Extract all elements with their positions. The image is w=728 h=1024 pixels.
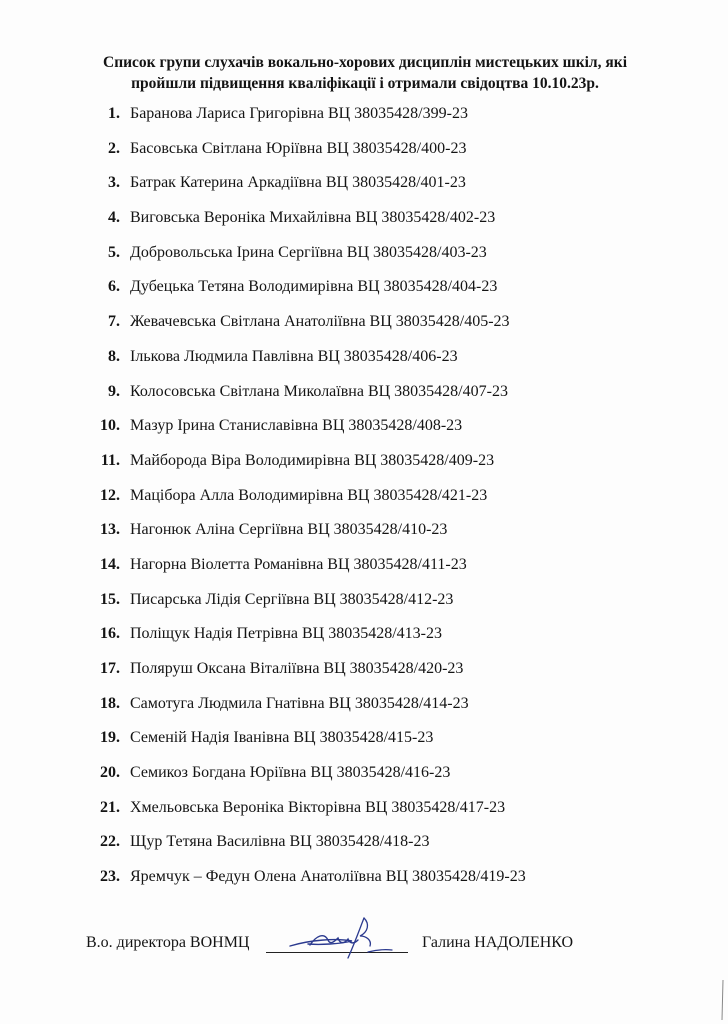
signature-block: [86, 928, 646, 968]
item-number: 22.: [100, 833, 120, 851]
signatory-name: Галина НАДОЛЕНКО: [422, 934, 574, 951]
item-number: 8.: [108, 347, 120, 365]
list-item: [0, 451, 728, 486]
item-text: Мацібора Алла Володимирівна ВЦ 38035428/421-23: [130, 486, 488, 504]
item-number: 12.: [100, 486, 120, 504]
item-text: Басовська Світлана Юріївна ВЦ 38035428/400-23: [130, 139, 467, 157]
handwritten-signature-icon: [280, 914, 400, 964]
item-text: Щур Тетяна Василівна ВЦ 38035428/418-23: [130, 833, 430, 851]
item-text: Ількова Людмила Павлівна ВЦ 38035428/406-23: [130, 347, 458, 365]
item-number: 21.: [100, 798, 120, 816]
list-item: [0, 728, 728, 763]
list-item: [0, 139, 728, 174]
list-item: [0, 555, 728, 590]
list-item: [0, 763, 728, 798]
item-text: Батрак Катерина Аркадіївна ВЦ 38035428/401-23: [130, 174, 466, 192]
item-number: 11.: [100, 451, 120, 469]
item-number: 17.: [100, 660, 120, 677]
title-line-2: пройшли підвищення кваліфікації і отримали свідоцтва 10.10.23р.: [131, 75, 599, 92]
item-text: Семикоз Богдана Юріївна ВЦ 38035428/416-23: [130, 764, 451, 782]
item-number: 10.: [100, 417, 120, 435]
item-text: Яремчук – Федун Олена Анатоліївна ВЦ 38035428/419-23: [130, 868, 526, 886]
title-line-1: Список групи слухачів вокально-хорових дисциплін мистецьких шкіл, які: [103, 54, 627, 71]
item-number: 15.: [100, 590, 120, 608]
item-text: Поляруш Оксана Віталіївна ВЦ 38035428/420-23: [130, 660, 464, 677]
list-item: [0, 173, 728, 208]
item-number: 20.: [100, 764, 120, 782]
item-number: 18.: [100, 694, 120, 712]
item-number: 9.: [108, 382, 120, 400]
item-number: 19.: [100, 729, 120, 747]
list-item: [0, 867, 728, 902]
list-item: [0, 590, 728, 625]
scan-edge-mark: [718, 980, 726, 1020]
list-item: [0, 312, 728, 347]
item-number: 5.: [108, 243, 120, 261]
list-item: [0, 277, 728, 312]
item-number: 13.: [100, 521, 120, 539]
item-number: 4.: [108, 209, 120, 227]
list-item: [0, 694, 728, 729]
item-number: 7.: [108, 313, 120, 331]
item-number: 23.: [100, 868, 120, 886]
item-number: 14.: [100, 555, 120, 573]
item-text: Поліщук Надія Петрівна ВЦ 38035428/413-23: [130, 625, 442, 643]
list-item: [0, 832, 728, 867]
item-text: Колосовська Світлана Миколаївна ВЦ 38035428/407-23: [130, 382, 508, 400]
item-text: Нагонюк Аліна Сергіївна ВЦ 38035428/410-23: [130, 521, 448, 539]
document-title: [60, 52, 670, 94]
item-text: Семеній Надія Іванівна ВЦ 38035428/415-23: [130, 729, 434, 747]
item-text: Добровольська Ірина Сергіївна ВЦ 38035428/403-23: [130, 243, 487, 261]
item-text: Мазур Ірина Станиславівна ВЦ 38035428/408-23: [130, 417, 463, 435]
signatory-position: В.о. директора ВОНМЦ: [86, 934, 250, 951]
item-text: Виговська Вероніка Михайлівна ВЦ 38035428/402-23: [130, 209, 496, 227]
attendee-list: [0, 104, 728, 902]
item-text: Баранова Лариса Григорівна ВЦ 38035428/399-23: [130, 105, 468, 122]
item-number: 3.: [108, 174, 120, 192]
item-text: Самотуга Людмила Гнатівна ВЦ 38035428/414-23: [130, 694, 469, 712]
item-text: Хмельовська Вероніка Вікторівна ВЦ 38035428/417-23: [130, 798, 506, 816]
item-text: Писарська Лідія Сергіївна ВЦ 38035428/412-23: [130, 590, 454, 608]
item-number: 1.: [108, 105, 120, 122]
list-item: [0, 798, 728, 833]
list-item: [0, 624, 728, 659]
list-item: [0, 486, 728, 521]
item-text: Майборода Віра Володимирівна ВЦ 38035428/409-23: [130, 451, 495, 469]
item-number: 6.: [108, 278, 120, 296]
list-item: [0, 382, 728, 417]
item-number: 16.: [100, 625, 120, 643]
list-item: [0, 347, 728, 382]
list-item: [0, 520, 728, 555]
item-text: Нагорна Віолетта Романівна ВЦ 38035428/411-23: [130, 555, 467, 573]
item-number: 2.: [108, 139, 120, 157]
list-item: [0, 208, 728, 243]
item-text: Жевачевська Світлана Анатоліївна ВЦ 38035428/405-23: [130, 313, 510, 331]
item-text: Дубецька Тетяна Володимирівна ВЦ 38035428/404-23: [130, 278, 498, 296]
list-item: [0, 104, 728, 139]
list-item: [0, 416, 728, 451]
list-item: [0, 243, 728, 278]
list-item: [0, 659, 728, 694]
